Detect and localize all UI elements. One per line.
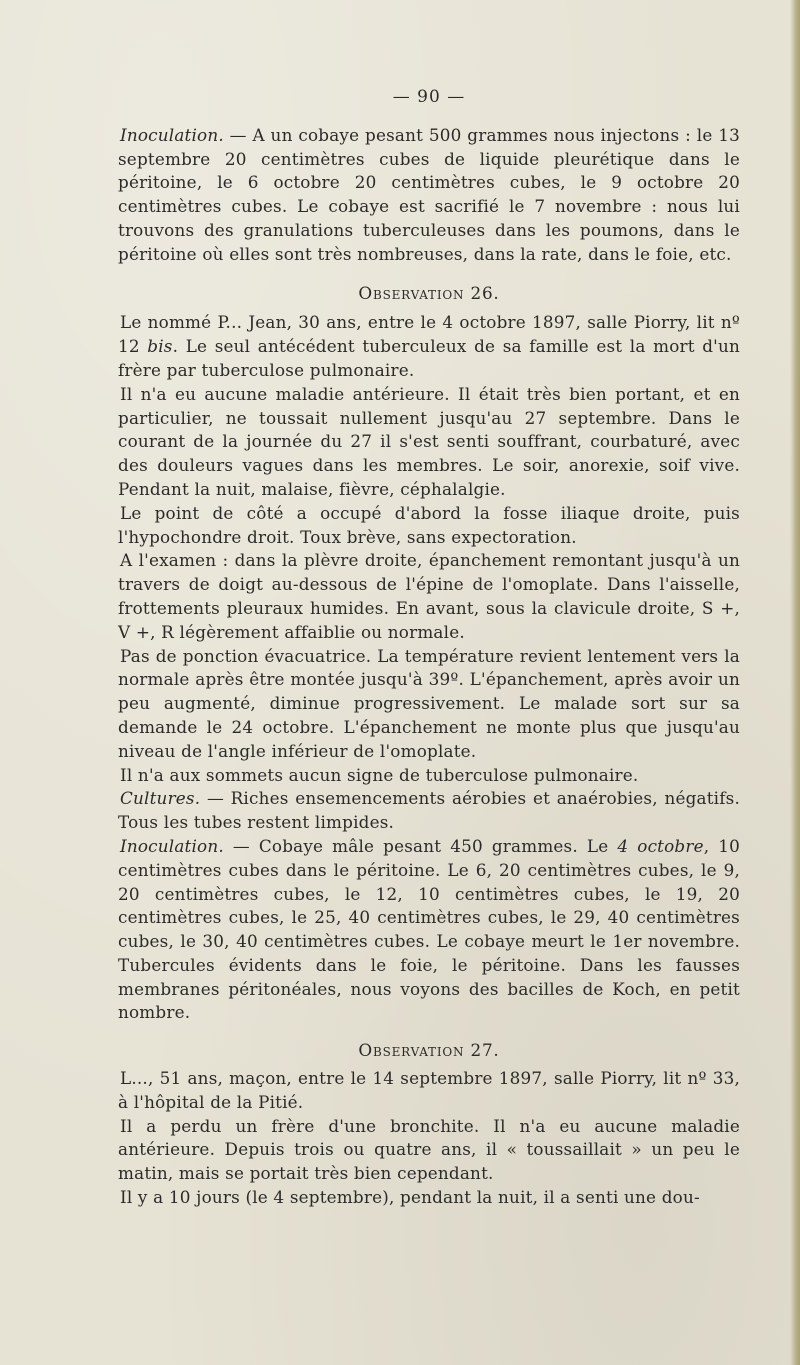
obs26-paragraph-4: A l'examen : dans la plèvre droite, épanchement remontant jusqu'à un travers de doigt au-dessous de l'épine de l'omoplate. Dans l'aisselle, frottements pleuraux humides. En avant, sous la clavicule droite, S +, V +, R légèrement affaiblie ou normale. xyxy=(118,550,740,642)
obs26-paragraph-2: Il n'a eu aucune maladie antérieure. Il était très bien portant, et en particulier, ne toussait nullement jusqu'au 27 septembre. Dans le courant de la journée du 27 il s'est senti souffrant, courbaturé, avec des douleurs vagues dans les membres. Le soir, anorexie, soif vive. Pendant la nuit, malaise, fièvre, céphalalgie. xyxy=(118,383,740,499)
obs26-inoculation-italic: 4 octobre xyxy=(617,835,704,856)
obs26-p1-rest: . Le seul antécédent tuberculeux de sa famille est la mort d'un frère par tuberculose pulmonaire. xyxy=(118,336,740,380)
obs26-inoculation-text-1: — Cobaye mâle pesant 450 grammes. Le xyxy=(223,835,618,856)
observation-26-heading: Observation 26. xyxy=(358,282,500,303)
inoculation-text: — A un cobaye pesant 500 grammes nous injectons : le 13 septembre 20 centimètres cubes de liquide pleurétique dans le péritoine, le 6 octobre 20 centimètres cubes, le 9 octobre 20 centimètres cubes. Le cobaye est sacrifié le 7 novembre : nous lui trouvons des granulations tuberculeuses dans les poumons, dans le péritoine où elles sont très nombreuses, dans la rate, dans le foie, etc. xyxy=(118,124,740,264)
obs26-inoculation-paragraph xyxy=(118,835,740,1025)
inoculation-paragraph xyxy=(118,124,740,267)
obs27-paragraph-3: Il y a 10 jours (le 4 septembre), pendant la nuit, il a senti une dou- xyxy=(120,1187,700,1208)
inoculation-label: Inoculation. xyxy=(120,124,224,145)
obs26-paragraph-1 xyxy=(118,311,740,382)
obs27-paragraph-2: Il a perdu un frère d'une bronchite. Il n'a eu aucune maladie antérieure. Depuis trois ou quatre ans, il « toussaillait » un peu le matin, mais se portait très bien cependant. xyxy=(118,1115,740,1184)
obs26-inoculation-label: Inoculation. xyxy=(120,835,224,856)
obs26-paragraph-3: Le point de côté a occupé d'abord la fosse iliaque droite, puis l'hypochondre droit. Toux brève, sans expectoration. xyxy=(118,502,740,547)
page-text-block xyxy=(118,86,740,1210)
obs26-paragraph-6: Il n'a aux sommets aucun signe de tuberculose pulmonaire. xyxy=(120,764,639,785)
obs26-p1-text: Le nommé P... Jean, 30 ans, entre le 4 octobre 1897, salle Piorry, lit nº 12 xyxy=(118,312,740,357)
obs27-paragraph-1: L..., 51 ans, maçon, entre le 14 septembre 1897, salle Piorry, lit nº 33, à l'hôpital de la Pitié. xyxy=(118,1068,740,1112)
cultures-text: — Riches ensemencements aérobies et anaérobies, négatifs. Tous les tubes restent limpides. xyxy=(118,788,740,833)
obs26-p1-italic: bis xyxy=(147,336,173,357)
obs26-paragraph-5: Pas de ponction évacuatrice. La température revient lentement vers la normale après être montée jusqu'à 39º. L'épanchement, après avoir un peu augmenté, diminue progressivement. Le malade sort sur sa demande le 24 octobre. L'épanchement ne monte plus que jusqu'au niveau de l'angle inférieur de l'omoplate. xyxy=(118,645,740,761)
obs26-cultures-paragraph xyxy=(118,787,740,835)
page-number: — 90 — xyxy=(392,87,466,107)
cultures-label: Cultures. xyxy=(120,788,201,809)
observation-27-heading: Observation 27. xyxy=(358,1040,500,1061)
page-edge xyxy=(790,0,800,1365)
obs26-inoculation-text-2: , 10 centimètres cubes dans le péritoine. Le 6, 20 centimètres cubes, le 9, 20 centimètres cubes, le 12, 10 centimètres cubes, le 19, 20 centimètres cubes, le 25, 40 centimètres cubes, le 29, 40 centimètres cubes, le 30, 40 centimètres cubes. Le cobaye meurt le 1er novembre. Tubercules évidents dans le foie, le péritoine. Dans les fausses membranes péritonéales, nous voyons des bacilles de Koch, en petit nombre. xyxy=(118,835,741,1023)
